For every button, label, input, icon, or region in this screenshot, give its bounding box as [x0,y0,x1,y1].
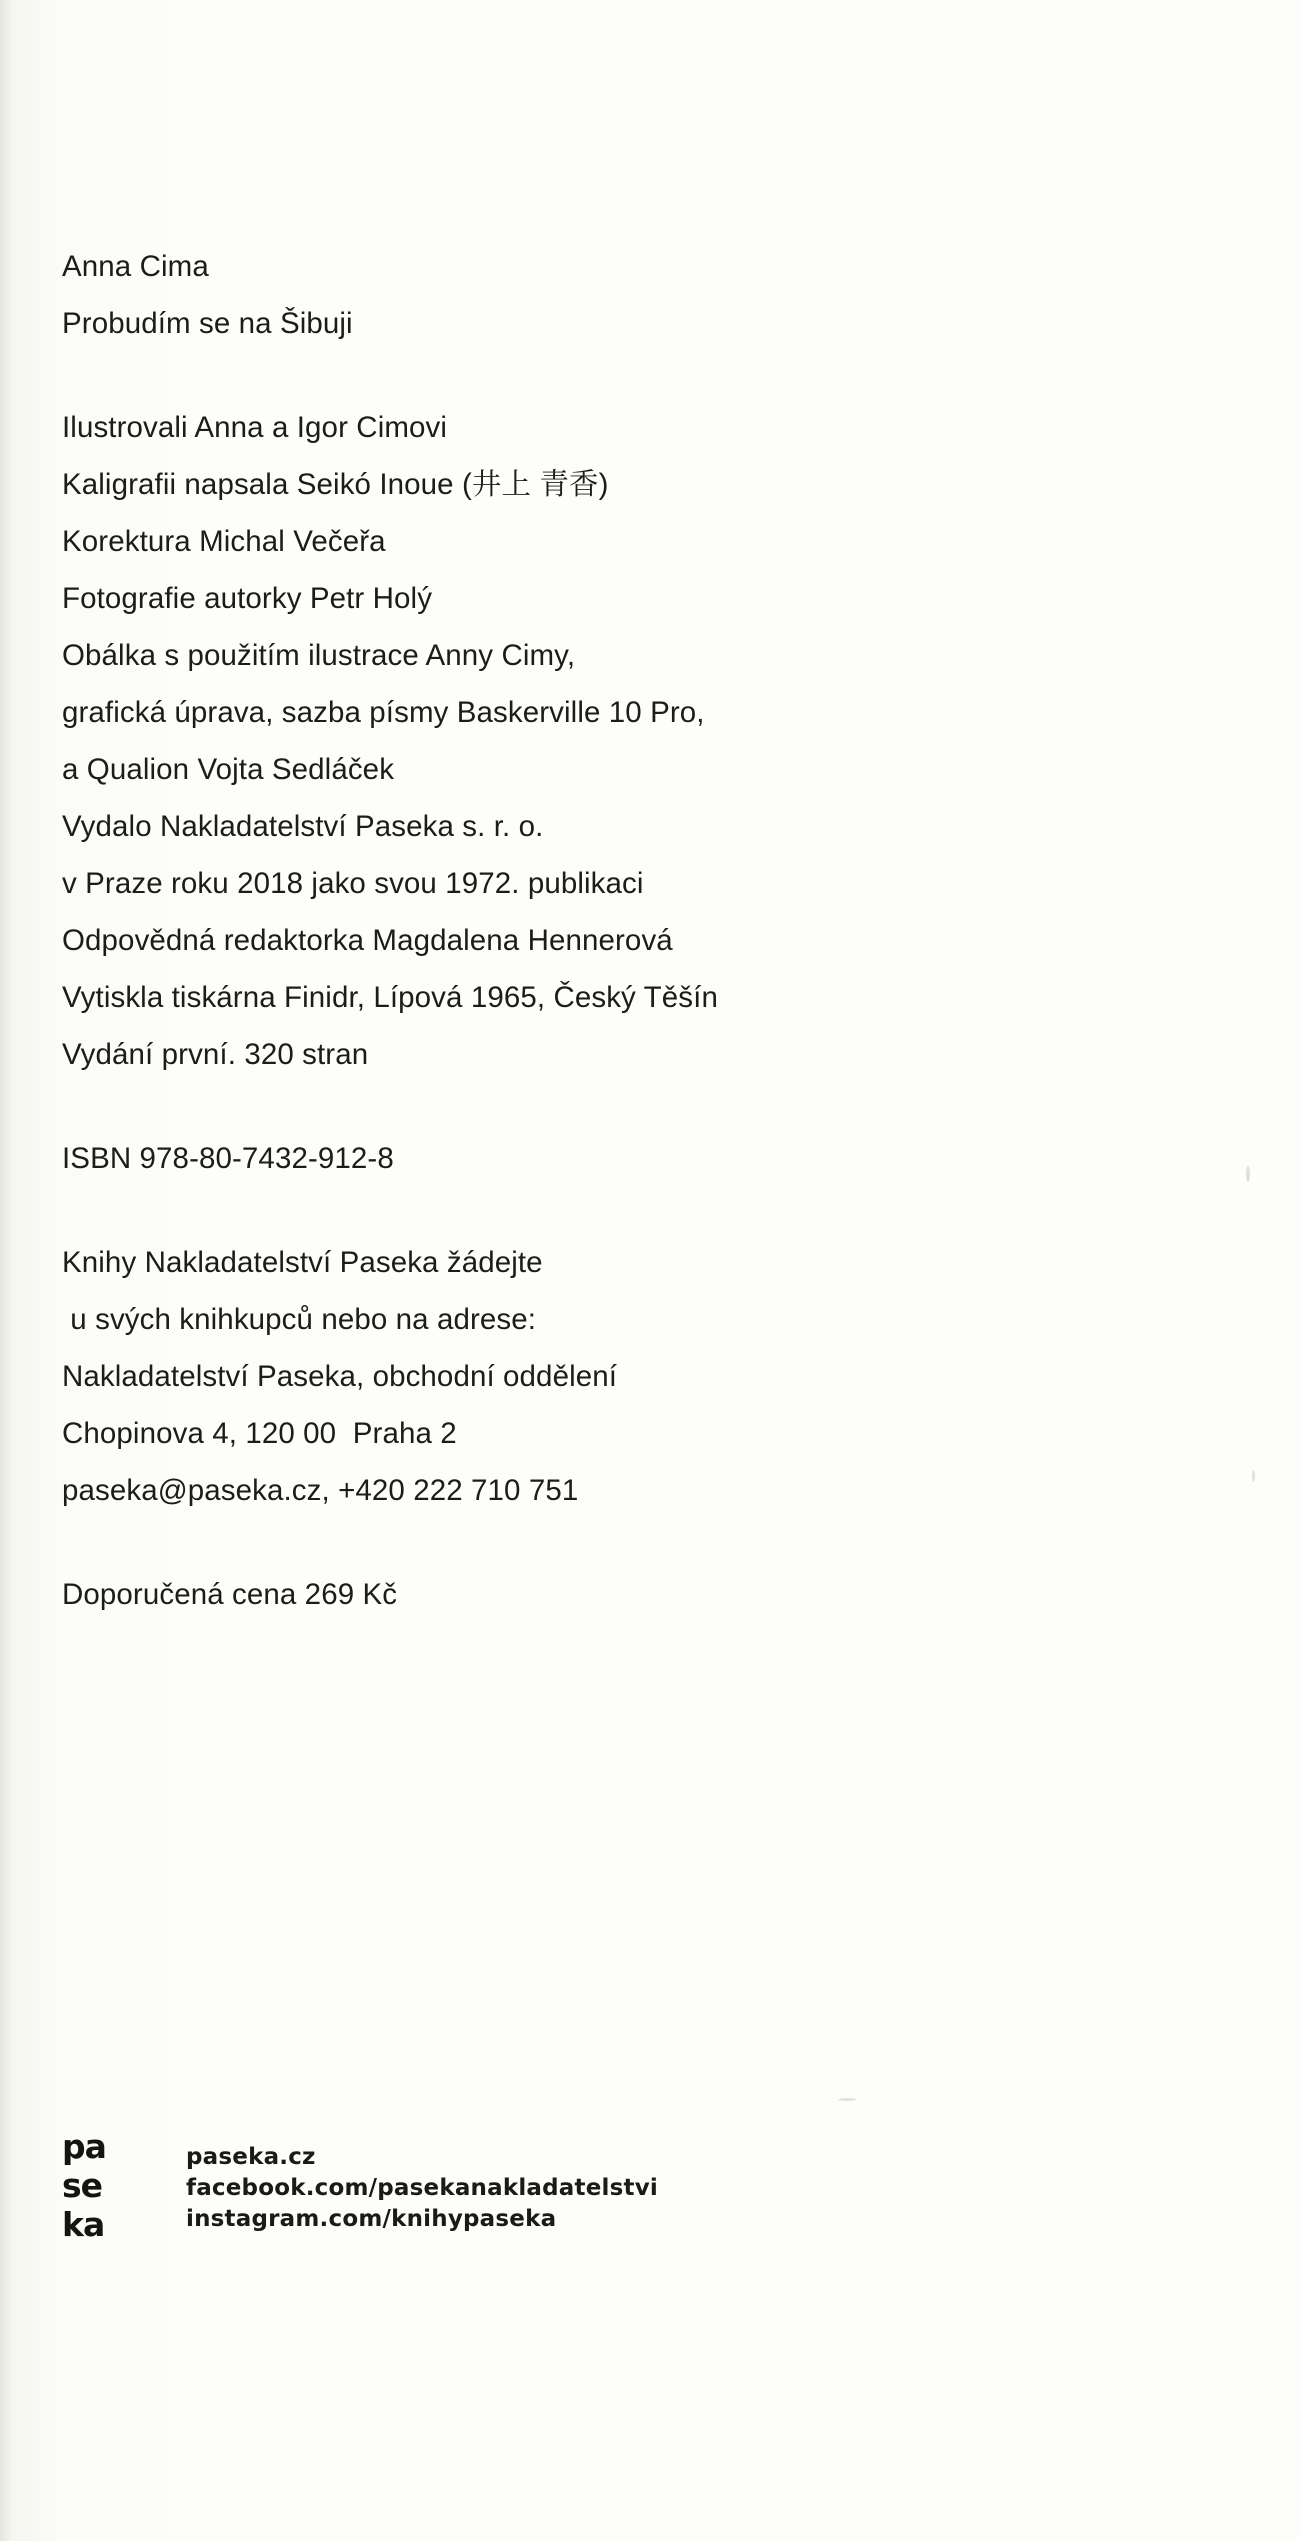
isbn-block [62,1130,1042,1187]
contact-block [62,1234,1042,1519]
credit-publication-info: v Praze roku 2018 jako svou 1972. publikaci [62,867,644,900]
paseka-logo [62,2127,136,2244]
publisher-footer [62,2127,1062,2244]
contact-intro-1: Knihy Nakladatelství Paseka žádejte [62,1246,543,1279]
paseka-logo-line-2: se [62,2166,103,2205]
book-title: Probudím se na Šibuji [62,307,353,340]
credit-cover: Obálka s použitím ilustrace Anny Cimy, [62,639,576,672]
credit-photography: Fotografie autorky Petr Holý [62,582,433,615]
scan-speck [838,2098,856,2101]
credit-typesetting: grafická úprava, sazba písmy Baskerville 10 Pro, [62,696,705,729]
recommended-price: Doporučená cena 269 Kč [62,1578,398,1611]
contact-intro-2: u svých knihkupců nebo na adrese: [62,1303,537,1336]
colophon-text [62,238,1042,1623]
facebook-link[interactable]: facebook.com/pasekanakladatelstvi [186,2175,658,2201]
website-link[interactable]: paseka.cz [186,2144,316,2170]
isbn-value: ISBN 978-80-7432-912-8 [62,1142,394,1175]
credit-design: a Qualion Vojta Sedláček [62,753,395,786]
credits-block [62,399,1042,1083]
credit-edition: Vydání první. 320 stran [62,1038,369,1071]
scan-speck [1246,1166,1250,1182]
paseka-logo-line-1: pa [62,2127,106,2166]
credit-proofreading: Korektura Michal Večeřa [62,525,386,558]
credit-publisher: Vydalo Nakladatelství Paseka s. r. o. [62,810,544,843]
credit-editor: Odpovědná redaktorka Magdalena Hennerová [62,924,673,957]
contact-department: Nakladatelství Paseka, obchodní oddělení [62,1360,618,1393]
credit-calligraphy-text: Kaligrafii napsala Seikó Inoue (井上 青香) [62,468,609,501]
credit-calligraphy [62,456,1042,513]
credit-printer: Vytiskla tiskárna Finidr, Lípová 1965, Český Těšín [62,981,718,1014]
paseka-logo-line-3: ka [62,2205,105,2244]
instagram-link[interactable]: instagram.com/knihypaseka [186,2206,557,2232]
price-block [62,1566,1042,1623]
publisher-links [186,2130,658,2235]
page-left-edge-shadow [0,0,14,2541]
contact-address: Chopinova 4, 120 00 Praha 2 [62,1417,457,1450]
contact-email-phone: paseka@paseka.cz, +420 222 710 751 [62,1474,579,1507]
scan-speck [1252,1470,1255,1482]
book-author: Anna Cima [62,250,209,283]
title-block [62,238,1042,352]
credit-illustrators: Ilustrovali Anna a Igor Cimovi [62,411,448,444]
